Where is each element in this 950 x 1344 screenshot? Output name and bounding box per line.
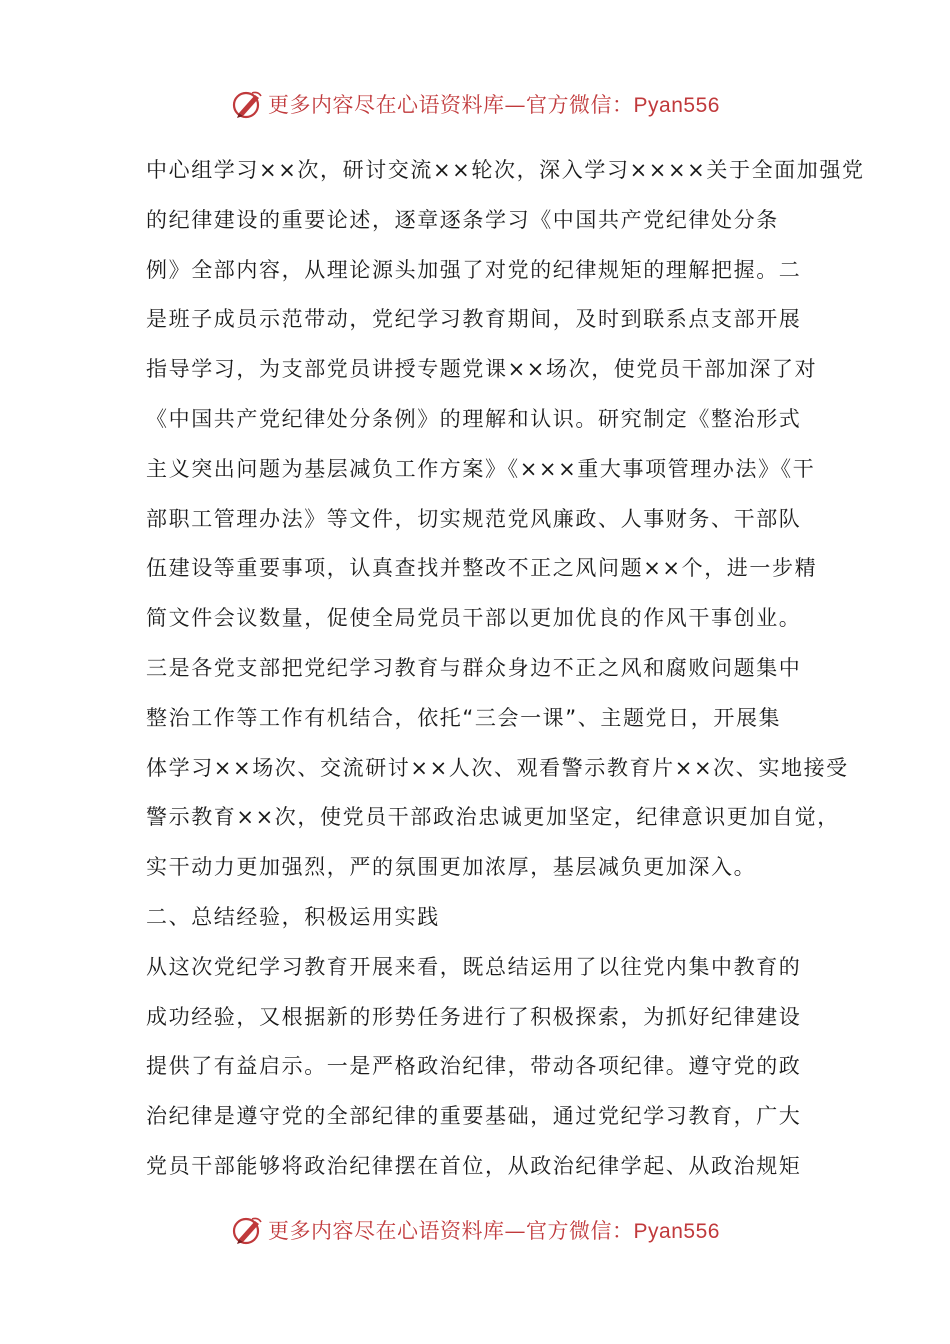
body-line: 从这次党纪学习教育开展来看，既总结运用了以往党内集中教育的 <box>146 954 802 979</box>
footer-banner-text <box>268 1215 720 1245</box>
body-line: 的纪律建设的重要论述，逐章逐条学习《中国共产党纪律处分条 <box>146 207 779 232</box>
header-wechat-id: Pyan556 <box>633 94 720 117</box>
body-line: 中心组学习××次，研讨交流××轮次，深入学习××××关于全面加强党 <box>146 158 865 182</box>
body-line: 治纪律是遵守党的全部纪律的重要基础，通过党纪学习教育，广大 <box>146 1104 802 1129</box>
body-line: 整治工作等工作有机结合，依托“三会一课”、主题党日，开展集 <box>146 705 782 730</box>
section-heading: 二、总结经验，积极运用实践 <box>146 904 440 929</box>
body-line: 主义突出问题为基层减负工作方案》《×××重大事项管理办法》《干 <box>146 456 816 481</box>
body-line: 例》全部内容，从理论源头加强了对党的纪律规矩的理解把握。二 <box>146 257 802 282</box>
header-banner-text <box>268 89 720 119</box>
body-line: 警示教育××次，使党员干部政治忠诚更加坚定，纪律意识更加自觉， <box>146 805 840 830</box>
footer-banner <box>0 1210 950 1250</box>
pen-circle-logo-icon <box>230 1213 264 1247</box>
footer-banner-label: 更多内容尽在心语资料库—官方微信： <box>268 1219 634 1243</box>
body-line: 成功经验，又根据新的形势任务进行了积极探索，为抓好纪律建设 <box>146 1004 802 1029</box>
document-body <box>146 146 865 1192</box>
header-banner <box>0 84 950 124</box>
body-line: 部职工管理办法》等文件，切实规范党风廉政、人事财务、干部队 <box>146 506 802 531</box>
header-banner-label: 更多内容尽在心语资料库—官方微信： <box>268 93 634 117</box>
footer-wechat-id: Pyan556 <box>633 1220 720 1243</box>
body-line: 实干动力更加强烈，严的氛围更加浓厚，基层减负更加深入。 <box>146 855 757 880</box>
body-line: 是班子成员示范带动，党纪学习教育期间，及时到联系点支部开展 <box>146 307 802 332</box>
body-line: 体学习××场次、交流研讨××人次、观看警示教育片××次、实地接受 <box>146 755 849 780</box>
body-line: 提供了有益启示。一是严格政治纪律，带动各项纪律。遵守党的政 <box>146 1054 802 1079</box>
body-line: 简文件会议数量，促使全局党员干部以更加优良的作风干事创业。 <box>146 606 802 631</box>
body-line: 指导学习，为支部党员讲授专题党课××场次，使党员干部加深了对 <box>146 357 818 382</box>
body-line: 党员干部能够将政治纪律摆在首位，从政治纪律学起、从政治规矩 <box>146 1153 802 1178</box>
body-line: 伍建设等重要事项，认真查找并整改不正之风问题××个，进一步精 <box>146 556 818 581</box>
body-line: 《中国共产党纪律处分条例》的理解和认识。研究制定《整治形式 <box>146 406 802 431</box>
body-line: 三是各党支部把党纪学习教育与群众身边不正之风和腐败问题集中 <box>146 655 802 680</box>
pen-circle-logo-icon <box>230 87 264 121</box>
